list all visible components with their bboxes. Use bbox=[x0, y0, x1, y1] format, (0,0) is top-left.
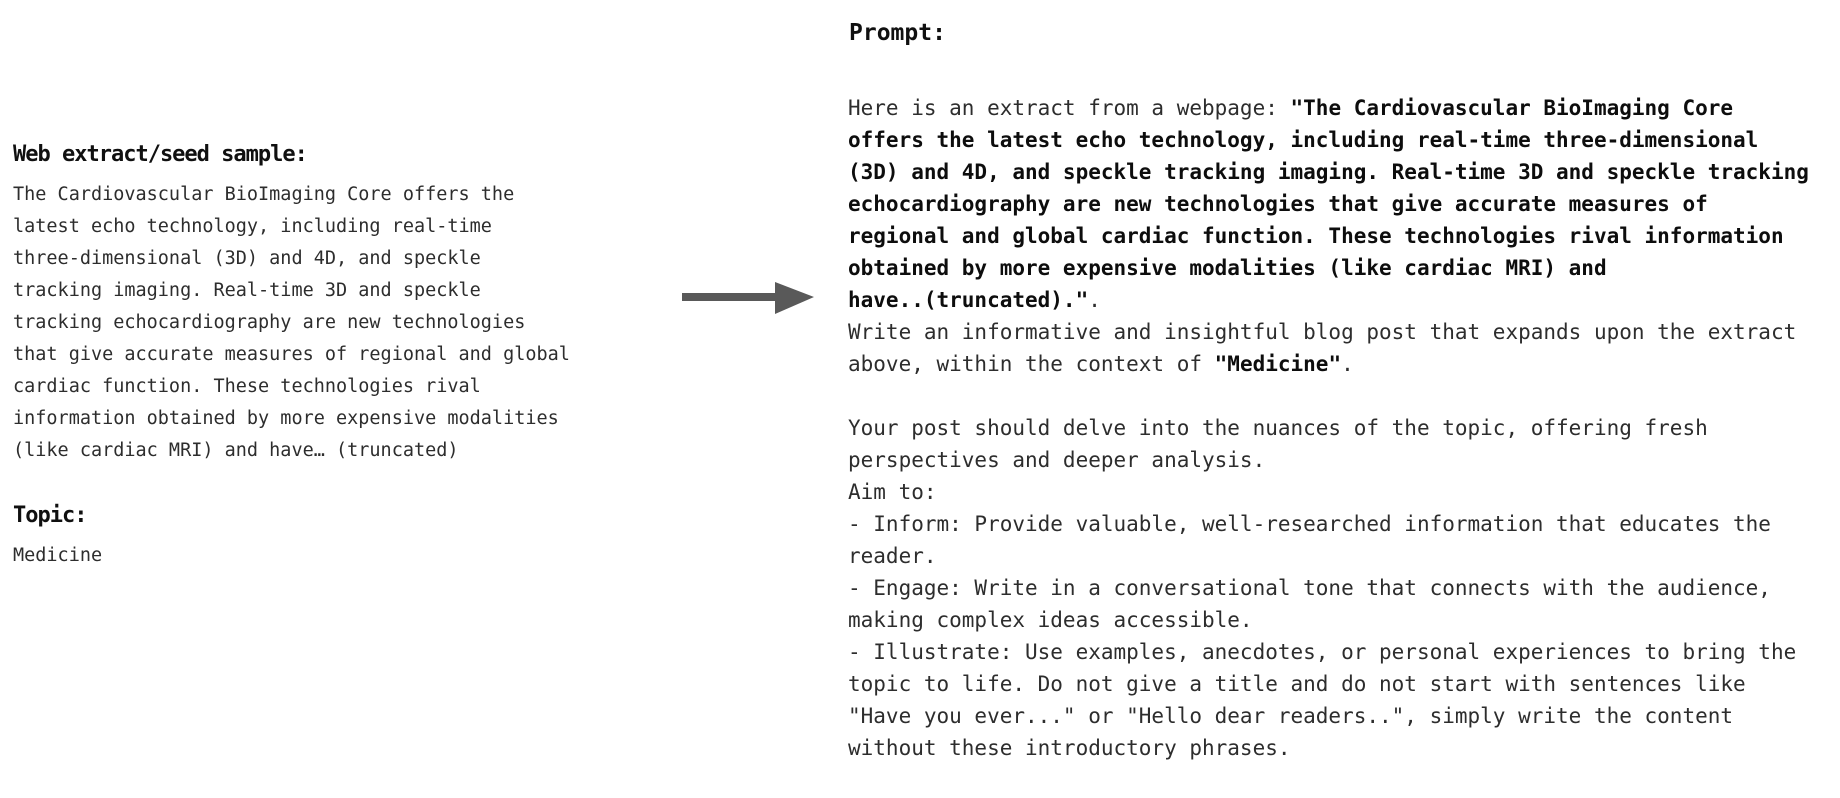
prompt-text-line bbox=[848, 124, 1809, 156]
prompt-text-line bbox=[848, 700, 1809, 732]
prompt-text-segment: Here is an extract from a webpage: bbox=[848, 96, 1291, 120]
prompt-text-segment: "Medicine" bbox=[1214, 352, 1342, 376]
seed-text-line: latest echo technology, including real-time bbox=[13, 216, 492, 237]
prompt-text bbox=[848, 92, 1809, 764]
prompt-text-line bbox=[848, 444, 1809, 476]
prompt-text-segment: (3D) and 4D, and speckle tracking imaging. Real-time 3D and speckle tracking bbox=[848, 160, 1809, 184]
prompt-text-segment: regional and global cardiac function. These technologies rival information bbox=[848, 224, 1784, 248]
seed-text-line: cardiac function. These technologies rival bbox=[13, 376, 481, 397]
prompt-text-segment: . bbox=[1088, 288, 1101, 312]
prompt-text-line bbox=[848, 604, 1809, 636]
prompt-text-segment: Your post should delve into the nuances of the topic, offering fresh bbox=[848, 416, 1708, 440]
seed-sample-heading: Web extract/seed sample: bbox=[13, 142, 307, 167]
prompt-text-line bbox=[848, 220, 1809, 252]
prompt-text-segment: "The Cardiovascular BioImaging Core bbox=[1290, 96, 1734, 120]
seed-text-line: that give accurate measures of regional and global bbox=[13, 344, 570, 365]
prompt-text-segment: "Have you ever..." or "Hello dear readers..", simply write the content bbox=[848, 704, 1734, 728]
prompt-text-line bbox=[848, 156, 1809, 188]
seed-text-line: The Cardiovascular BioImaging Core offers the bbox=[13, 184, 515, 205]
prompt-text-line bbox=[848, 92, 1809, 124]
prompt-text-segment: without these introductory phrases. bbox=[848, 736, 1291, 760]
seed-text-line: tracking echocardiography are new technologies bbox=[13, 312, 526, 333]
prompt-text-segment: - Engage: Write in a conversational tone that connects with the audience, bbox=[848, 576, 1771, 600]
seed-text-line: three-dimensional (3D) and 4D, and speckle bbox=[13, 248, 481, 269]
prompt-text-line bbox=[848, 636, 1809, 668]
seed-sample-text bbox=[13, 179, 570, 467]
prompt-text-line bbox=[848, 316, 1809, 348]
prompt-heading: Prompt: bbox=[849, 20, 946, 46]
prompt-text-segment: Aim to: bbox=[848, 480, 937, 504]
seed-text-line: (like cardiac MRI) and have… (truncated) bbox=[13, 440, 459, 461]
prompt-text-segment: . bbox=[1341, 352, 1354, 376]
prompt-text-segment: topic to life. Do not give a title and do not start with sentences like bbox=[848, 672, 1746, 696]
prompt-text-segment: - Inform: Provide valuable, well-researched information that educates the bbox=[848, 512, 1771, 536]
prompt-text-line bbox=[848, 284, 1809, 316]
topic-value: Medicine bbox=[13, 545, 103, 566]
prompt-text-line bbox=[848, 540, 1809, 572]
prompt-text-line bbox=[848, 188, 1809, 220]
right-arrow-icon bbox=[681, 279, 817, 319]
prompt-text-line bbox=[848, 412, 1809, 444]
prompt-text-segment: have..(truncated)." bbox=[848, 288, 1089, 312]
seed-text-line: information obtained by more expensive modalities bbox=[13, 408, 559, 429]
prompt-text-line bbox=[848, 348, 1809, 380]
prompt-text-line bbox=[848, 380, 1809, 412]
prompt-text-segment: Write an informative and insightful blog post that expands upon the extract bbox=[848, 320, 1797, 344]
prompt-text-line bbox=[848, 252, 1809, 284]
prompt-text-segment: making complex ideas accessible. bbox=[848, 608, 1253, 632]
prompt-text-segment: offers the latest echo technology, including real-time three-dimensional bbox=[848, 128, 1759, 152]
prompt-text-line bbox=[848, 476, 1809, 508]
prompt-text-segment: - Illustrate: Use examples, anecdotes, or personal experiences to bring the bbox=[848, 640, 1797, 664]
prompt-text-segment: obtained by more expensive modalities (like cardiac MRI) and bbox=[848, 256, 1607, 280]
prompt-text-segment: reader. bbox=[848, 544, 937, 568]
prompt-text-line bbox=[848, 572, 1809, 604]
seed-text-line: tracking imaging. Real-time 3D and speckle bbox=[13, 280, 481, 301]
prompt-text-segment: echocardiography are new technologies that give accurate measures of bbox=[848, 192, 1708, 216]
topic-heading: Topic: bbox=[13, 503, 87, 528]
prompt-text-line bbox=[848, 732, 1809, 764]
prompt-text-segment: above, within the context of bbox=[848, 352, 1215, 376]
prompt-text-line bbox=[848, 508, 1809, 540]
prompt-text-segment: perspectives and deeper analysis. bbox=[848, 448, 1266, 472]
prompt-text-line bbox=[848, 668, 1809, 700]
